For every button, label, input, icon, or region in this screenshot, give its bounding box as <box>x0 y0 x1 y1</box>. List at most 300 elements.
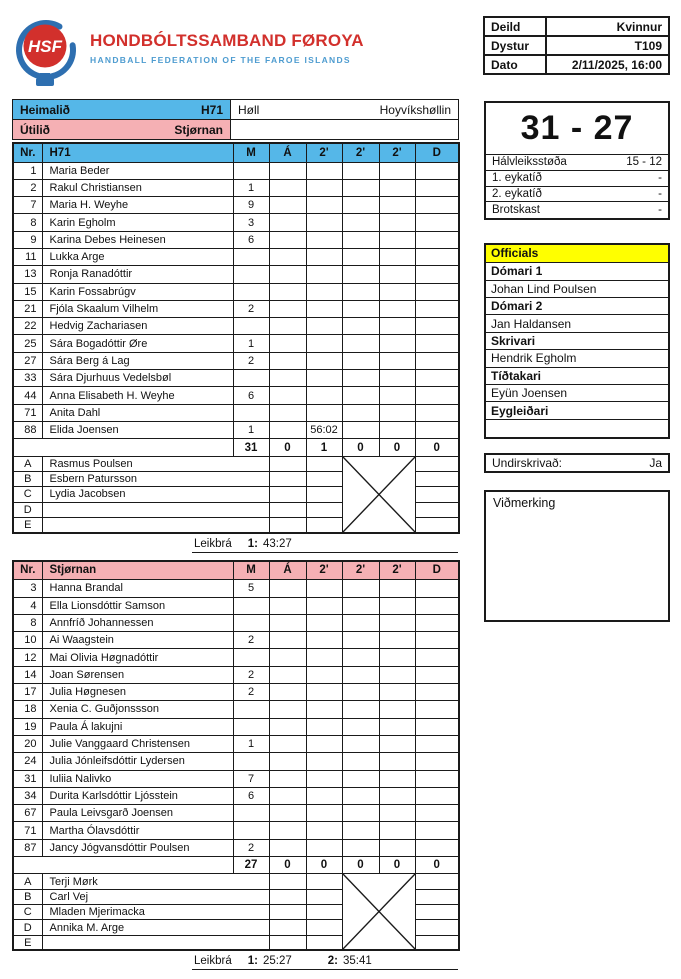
warning-cell <box>269 421 306 438</box>
disqualification-cell <box>415 283 459 300</box>
suspension1-cell <box>306 701 342 718</box>
player-row <box>13 684 459 701</box>
away-team-cell <box>13 120 231 140</box>
suspension3-total: 0 <box>379 856 415 874</box>
player-name: Elida Joensen <box>42 421 233 438</box>
cross-mark-icon <box>343 874 415 949</box>
suspension3-cell <box>379 283 415 300</box>
suspension2-cell <box>342 822 379 839</box>
hall-label: Høll <box>238 102 260 117</box>
goals-cell: 2 <box>233 666 269 683</box>
player-row <box>13 770 459 787</box>
warning-cell <box>269 352 306 369</box>
goals-cell: 2 <box>233 684 269 701</box>
gamecard-half1-key: 1: <box>247 537 258 550</box>
warning-cell <box>269 404 306 421</box>
suspension3-cell <box>379 649 415 666</box>
player-name: Julia Jónleifsdóttir Lydersen <box>42 753 233 770</box>
halftime-row <box>486 155 668 171</box>
suspension3-cell <box>379 684 415 701</box>
disqualification-cell <box>415 300 459 317</box>
observer-name <box>486 420 668 437</box>
player-number: 2 <box>13 179 42 196</box>
match-meta-table <box>483 16 670 75</box>
home-roster-table <box>12 142 460 534</box>
suspension2-cell <box>342 248 379 265</box>
suspension1-cell <box>306 632 342 649</box>
goals-cell: 6 <box>233 231 269 248</box>
col-suspension3: 2' <box>379 561 415 580</box>
gamecard-half1-value: 25:27 <box>262 955 292 968</box>
goals-cell: 1 <box>233 735 269 752</box>
disqualification-cell <box>415 770 459 787</box>
warning-cell <box>269 597 306 614</box>
warning-cell <box>269 248 306 265</box>
col-goals: M <box>233 561 269 580</box>
warning-cell <box>269 472 306 487</box>
suspension1-cell <box>306 283 342 300</box>
warning-cell <box>269 487 306 502</box>
player-row <box>13 387 459 404</box>
warning-cell <box>269 805 306 822</box>
warning-cell <box>269 839 306 856</box>
suspension1-cell <box>306 335 342 352</box>
disqualification-cell <box>415 889 459 904</box>
player-number: 9 <box>13 231 42 248</box>
suspension1-cell <box>306 839 342 856</box>
official-letter: B <box>13 472 42 487</box>
disqualification-cell <box>415 248 459 265</box>
referee2-name: Jan Haldansen <box>486 315 668 332</box>
warning-cell <box>269 179 306 196</box>
warning-cell <box>269 735 306 752</box>
overtime1-label: 1. eykatíð <box>492 172 542 185</box>
player-number: 12 <box>13 649 42 666</box>
shootout-value: - <box>658 204 662 217</box>
totals-blank-cell <box>13 856 233 874</box>
player-name: Lukka Arge <box>42 248 233 265</box>
player-row <box>13 718 459 735</box>
suspension1-cell <box>306 487 342 502</box>
away-roster-table <box>12 560 460 952</box>
col-suspension3: 2' <box>379 143 415 162</box>
suspension1-cell <box>306 502 342 517</box>
disqualification-cell <box>415 352 459 369</box>
col-disqualification: D <box>415 561 459 580</box>
totals-row <box>13 439 459 457</box>
official-name: Esbern Patursson <box>42 472 269 487</box>
player-name: Xenia C. Guðjonssson <box>42 701 233 718</box>
goals-cell <box>233 404 269 421</box>
official-letter: C <box>13 487 42 502</box>
crossed-out-region <box>342 456 415 532</box>
disqualification-cell <box>415 179 459 196</box>
suspension2-cell <box>342 597 379 614</box>
goals-cell <box>233 283 269 300</box>
suspension1-cell <box>306 787 342 804</box>
player-row <box>13 597 459 614</box>
suspension2-cell <box>342 318 379 335</box>
suspension1-cell <box>306 597 342 614</box>
suspension3-cell <box>379 370 415 387</box>
suspension2-cell <box>342 197 379 214</box>
suspension3-cell <box>379 597 415 614</box>
player-row <box>13 231 459 248</box>
suspension2-cell <box>342 787 379 804</box>
roster-header-row <box>13 561 459 580</box>
player-name: Julia Høgnesen <box>42 684 233 701</box>
suspension3-cell <box>379 753 415 770</box>
suspension2-cell <box>342 266 379 283</box>
player-row <box>13 649 459 666</box>
warning-cell <box>269 300 306 317</box>
goals-cell: 1 <box>233 335 269 352</box>
player-row <box>13 632 459 649</box>
totals-blank-cell <box>13 439 233 457</box>
player-number: 33 <box>13 370 42 387</box>
suspension2-cell <box>342 352 379 369</box>
suspension2-cell <box>342 632 379 649</box>
player-name: Sára Bogadóttir Øre <box>42 335 233 352</box>
suspension1-cell <box>306 179 342 196</box>
player-name: Maria Beder <box>42 162 233 179</box>
official-letter: E <box>13 517 42 532</box>
suspension2-cell <box>342 770 379 787</box>
suspension1-cell <box>306 214 342 231</box>
goals-cell: 2 <box>233 839 269 856</box>
col-warning: Á <box>269 561 306 580</box>
disqualification-cell <box>415 935 459 950</box>
goals-cell: 2 <box>233 300 269 317</box>
player-row <box>13 179 459 196</box>
suspension2-cell <box>342 649 379 666</box>
gamecard-half2-key: 2: <box>327 955 338 968</box>
suspension1-cell <box>306 162 342 179</box>
player-row <box>13 162 459 179</box>
suspension2-cell <box>342 684 379 701</box>
suspension1-cell <box>306 300 342 317</box>
disqualification-cell <box>415 335 459 352</box>
warning-cell <box>269 666 306 683</box>
suspension2-cell <box>342 370 379 387</box>
suspension2-cell <box>342 839 379 856</box>
suspension1-total: 0 <box>306 856 342 874</box>
suspension2-cell <box>342 404 379 421</box>
goals-cell: 6 <box>233 787 269 804</box>
warning-cell <box>269 905 306 920</box>
warning-cell <box>269 517 306 532</box>
official-letter: C <box>13 905 42 920</box>
team-official-row <box>13 874 459 889</box>
player-row <box>13 318 459 335</box>
suspension1-cell <box>306 318 342 335</box>
player-name: Paula Á lakujni <box>42 718 233 735</box>
gamecard-label: Leikbrá <box>194 537 232 550</box>
disqualification-cell <box>415 456 459 471</box>
suspension1-cell <box>306 920 342 935</box>
disqualification-cell <box>415 874 459 889</box>
dato-label: Dato <box>484 55 546 74</box>
disqualification-cell <box>415 920 459 935</box>
disqualification-cell <box>415 701 459 718</box>
goals-cell <box>233 805 269 822</box>
warning-cell <box>269 614 306 631</box>
disqualification-cell <box>415 502 459 517</box>
col-goals: M <box>233 143 269 162</box>
disqualification-cell <box>415 684 459 701</box>
crossed-out-region <box>342 874 415 950</box>
official-letter: B <box>13 889 42 904</box>
disqualification-cell <box>415 517 459 532</box>
goals-cell <box>233 649 269 666</box>
warning-cell <box>269 649 306 666</box>
suspension3-cell <box>379 179 415 196</box>
goals-cell <box>233 370 269 387</box>
player-row <box>13 266 459 283</box>
suspension2-cell <box>342 283 379 300</box>
player-row <box>13 701 459 718</box>
player-number: 13 <box>13 266 42 283</box>
col-disqualification: D <box>415 143 459 162</box>
player-row <box>13 839 459 856</box>
player-name: Hanna Brandal <box>42 580 233 597</box>
away-team-name: Stjørnan <box>174 122 223 137</box>
suspension3-cell <box>379 266 415 283</box>
disqualification-cell <box>415 421 459 438</box>
goals-cell: 2 <box>233 632 269 649</box>
player-row <box>13 753 459 770</box>
observer-role: Eygleiðari <box>486 402 668 419</box>
player-row <box>13 214 459 231</box>
player-name: Sára Berg á Lag <box>42 352 233 369</box>
suspension3-cell <box>379 318 415 335</box>
disqualification-cell <box>415 666 459 683</box>
page-header <box>12 15 670 93</box>
timekeeper-name: Eyün Joensen <box>486 385 668 402</box>
suspension1-total: 1 <box>306 439 342 457</box>
col-warning: Á <box>269 143 306 162</box>
player-number: 15 <box>13 283 42 300</box>
suspension1-cell <box>306 753 342 770</box>
overtime1-value: - <box>658 172 662 185</box>
player-name: Martha Ólavsdóttir <box>42 822 233 839</box>
player-name: Sára Djurhuus Vedelsbøl <box>42 370 233 387</box>
disqualification-cell <box>415 580 459 597</box>
player-number: 88 <box>13 421 42 438</box>
official-letter: D <box>13 502 42 517</box>
suspension2-cell <box>342 231 379 248</box>
meta-row-dystur <box>484 36 669 55</box>
suspension1-cell <box>306 666 342 683</box>
suspension3-cell <box>379 718 415 735</box>
player-number: 19 <box>13 718 42 735</box>
suspension2-cell <box>342 162 379 179</box>
warning-cell <box>269 335 306 352</box>
warning-cell <box>269 889 306 904</box>
warning-cell <box>269 822 306 839</box>
warning-cell <box>269 231 306 248</box>
official-letter: E <box>13 935 42 950</box>
player-name: Paula Leivsgarð Joensen <box>42 805 233 822</box>
signature-panel <box>484 453 670 473</box>
goals-cell <box>233 248 269 265</box>
disqualification-cell <box>415 162 459 179</box>
suspension1-cell <box>306 266 342 283</box>
suspension1-cell <box>306 649 342 666</box>
disqualification-cell <box>415 839 459 856</box>
suspension1-cell <box>306 387 342 404</box>
player-number: 8 <box>13 214 42 231</box>
player-number: 17 <box>13 684 42 701</box>
home-team-name: H71 <box>200 102 223 117</box>
warning-cell <box>269 701 306 718</box>
disqualification-cell <box>415 787 459 804</box>
player-name: Iuliia Nalivko <box>42 770 233 787</box>
disqualification-total: 0 <box>415 856 459 874</box>
suspension1-cell <box>306 905 342 920</box>
official-name: Rasmus Poulsen <box>42 456 269 471</box>
meta-row-deild <box>484 17 669 36</box>
suspension1-cell <box>306 770 342 787</box>
teams-header-table <box>12 99 459 140</box>
col-team: Stjørnan <box>42 561 233 580</box>
suspension1-cell <box>306 822 342 839</box>
player-number: 34 <box>13 787 42 804</box>
disqualification-total: 0 <box>415 439 459 457</box>
hsf-logo-icon <box>12 15 78 91</box>
overtime2-value: - <box>658 187 662 200</box>
dystur-label: Dystur <box>484 36 546 55</box>
suspension2-cell <box>342 179 379 196</box>
signature-label: Undirskrivað: <box>492 456 563 471</box>
disqualification-cell <box>415 735 459 752</box>
suspension2-cell <box>342 701 379 718</box>
officials-panel <box>484 243 670 439</box>
cross-mark-icon <box>343 457 415 532</box>
suspension2-total: 0 <box>342 439 379 457</box>
warning-cell <box>269 214 306 231</box>
player-number: 18 <box>13 701 42 718</box>
disqualification-cell <box>415 370 459 387</box>
disqualification-cell <box>415 487 459 502</box>
warning-cell <box>269 920 306 935</box>
goals-cell <box>233 614 269 631</box>
halftime-label: Hálvleiksstøða <box>492 156 567 169</box>
goals-cell <box>233 718 269 735</box>
secretary-role: Skrivari <box>486 333 668 350</box>
timekeeper-role: Tíðtakari <box>486 368 668 385</box>
player-number: 22 <box>13 318 42 335</box>
remarks-panel <box>484 490 670 622</box>
suspension2-cell <box>342 805 379 822</box>
home-label: Heimalið <box>20 102 71 117</box>
player-number: 71 <box>13 404 42 421</box>
player-number: 20 <box>13 735 42 752</box>
player-name: Jancy Jógvansdóttir Poulsen <box>42 839 233 856</box>
suspension2-total: 0 <box>342 856 379 874</box>
logo-acronym: HSF <box>28 37 62 56</box>
official-name <box>42 502 269 517</box>
goals-cell <box>233 701 269 718</box>
away-gamecard-line <box>192 954 458 970</box>
official-name: Terji Mørk <box>42 874 269 889</box>
warning-cell <box>269 370 306 387</box>
suspension2-cell <box>342 214 379 231</box>
suspension3-cell <box>379 580 415 597</box>
goals-total: 31 <box>233 439 269 457</box>
referee1-role: Dómari 1 <box>486 263 668 280</box>
federation-brand <box>12 15 364 91</box>
official-name: Annika M. Arge <box>42 920 269 935</box>
goals-cell: 1 <box>233 179 269 196</box>
player-number: 14 <box>13 666 42 683</box>
player-name: Karin Fossabrúgv <box>42 283 233 300</box>
halftime-score: 15 - 12 <box>626 156 662 169</box>
team-official-row <box>13 456 459 471</box>
goals-total: 27 <box>233 856 269 874</box>
overtime2-label: 2. eykatíð <box>492 187 542 200</box>
federation-titles <box>90 31 364 65</box>
suspension2-cell <box>342 666 379 683</box>
disqualification-cell <box>415 632 459 649</box>
col-nr: Nr. <box>13 561 42 580</box>
referee2-role: Dómari 2 <box>486 298 668 315</box>
player-name: Joan Sørensen <box>42 666 233 683</box>
overtime2-row <box>486 187 668 203</box>
suspension3-cell <box>379 352 415 369</box>
suspension2-cell <box>342 614 379 631</box>
player-number: 44 <box>13 387 42 404</box>
warning-cell <box>269 580 306 597</box>
suspension1-cell <box>306 718 342 735</box>
dystur-value: T109 <box>546 36 669 55</box>
goals-cell <box>233 162 269 179</box>
score-panel <box>484 101 670 220</box>
official-letter: A <box>13 874 42 889</box>
official-name <box>42 517 269 532</box>
official-letter: D <box>13 920 42 935</box>
officials-title: Officials <box>486 245 668 263</box>
player-number: 3 <box>13 580 42 597</box>
goals-cell: 9 <box>233 197 269 214</box>
suspension3-cell <box>379 666 415 683</box>
referee1-name: Johan Lind Poulsen <box>486 281 668 298</box>
warning-cell <box>269 770 306 787</box>
federation-subtitle: HANDBALL FEDERATION OF THE FAROE ISLANDS <box>90 55 351 65</box>
federation-title: HONDBÓLTSSAMBAND FØROYA <box>90 31 364 50</box>
home-gamecard-line <box>192 537 458 553</box>
warning-cell <box>269 318 306 335</box>
warning-cell <box>269 632 306 649</box>
suspension1-cell <box>306 684 342 701</box>
suspension2-cell <box>342 387 379 404</box>
suspension3-cell <box>379 614 415 631</box>
suspension2-cell <box>342 300 379 317</box>
warnings-total: 0 <box>269 439 306 457</box>
player-number: 25 <box>13 335 42 352</box>
player-number: 10 <box>13 632 42 649</box>
suspension3-cell <box>379 404 415 421</box>
suspension1-cell <box>306 874 342 889</box>
totals-row <box>13 856 459 874</box>
suspension3-cell <box>379 701 415 718</box>
player-row <box>13 666 459 683</box>
player-row <box>13 197 459 214</box>
suspension3-cell <box>379 387 415 404</box>
disqualification-cell <box>415 649 459 666</box>
player-row <box>13 370 459 387</box>
suspension3-cell <box>379 231 415 248</box>
